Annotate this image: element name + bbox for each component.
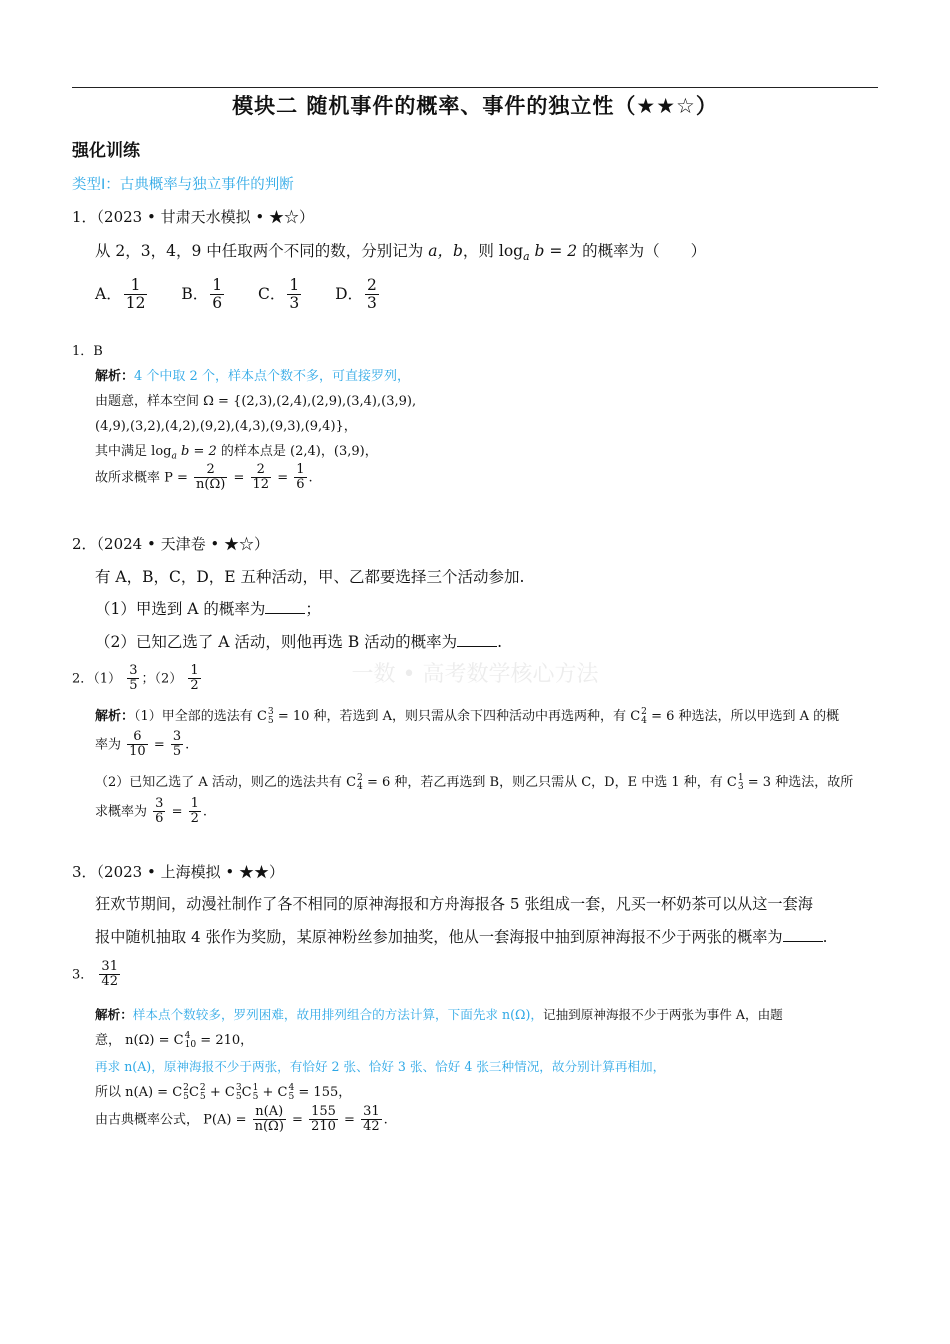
- q3-f2-den: 210: [311, 1119, 336, 1135]
- q3-sol-line5: 由古典概率公式， P(A) = $\frac{n(A)}{n(\Omega)}$ = $\frac{155}{210}$ = $\frac{31}{42}$ .: [95, 1104, 388, 1135]
- q1-line4-expr: b = 2: [181, 444, 217, 459]
- q2-l2-f2-den: 5: [172, 744, 182, 760]
- q2-sol-line4: 求概率为 $\frac{3}{6}$ = $\frac{1}{2}$ .: [95, 796, 208, 827]
- q2-sol-line3: [95, 771, 853, 791]
- option-c-num: 1: [289, 276, 300, 294]
- q1-f3-num: 1: [296, 462, 305, 477]
- q3-stem2: [95, 926, 827, 947]
- q1-line3: (4,9),(3,2),(4,2),(9,2),(4,3),(9,3),(9,4)}，: [95, 419, 357, 434]
- q2-ans-f2-den: 2: [190, 678, 199, 694]
- q1-f3-den: 6: [296, 477, 305, 493]
- option-d-label: D．: [335, 284, 364, 303]
- q3-l1b: 记抽到原神海报不少于两张为事件 A，由题: [542, 1007, 783, 1022]
- q1-stem-c: 的概率为（ ）: [582, 242, 707, 260]
- q1-var-ab: a，b: [428, 242, 463, 260]
- q3-sol-line2: [95, 1029, 253, 1049]
- q2-blank-1[interactable]: [265, 599, 305, 614]
- q3-jiexi: 解析：: [95, 1007, 133, 1022]
- q3-sol-line4: [95, 1081, 351, 1101]
- q2-ans-f1-den: 5: [129, 678, 138, 694]
- q3-l2c: = 210，: [200, 1033, 254, 1048]
- q3-hint1: 样本点个数较多，罗列困难，故用排列组合的方法计算，下面先求 n(Ω)，: [132, 1007, 543, 1022]
- page-title: 模块二 随机事件的概率、事件的独立性（★★☆）: [232, 94, 718, 118]
- q3-l5a: 由古典概率公式，: [95, 1112, 200, 1128]
- q3-l2b: n(Ω) =: [125, 1033, 170, 1048]
- q3-ans-num: 31: [101, 959, 118, 974]
- q3-head: 3．（2023 • 上海模拟 • ★★）: [72, 863, 284, 881]
- q2-l1b: = 10 种，若选到 A，则只需从余下四种活动中再选两种，有: [277, 709, 627, 724]
- q3-l4c: = 155，: [298, 1085, 352, 1100]
- q1-f1-den: n(Ω): [196, 477, 226, 493]
- q2-l2-f1-den: 10: [129, 744, 146, 760]
- q1-log-expr: b = 2: [534, 242, 578, 260]
- q2-l2-f1-num: 6: [127, 730, 148, 745]
- option-a-label: A．: [95, 284, 122, 303]
- q2-l1a: （1）甲全部的选法有: [134, 709, 253, 724]
- q3-f1-num: n(A): [253, 1105, 286, 1120]
- q3-blank[interactable]: [783, 927, 823, 942]
- q2-sub2-end: .: [497, 633, 503, 651]
- q2-comb-c31: C 1 3: [726, 773, 744, 792]
- option-a-den: 12: [125, 294, 146, 313]
- q2-l4-f1-den: 6: [155, 811, 164, 827]
- q2-l2-f2-num: 3: [172, 729, 182, 744]
- q2-head: 2．（2024 • 天津卷 • ★☆）: [72, 535, 269, 553]
- q3-stem1: 狂欢节期间，动漫社制作了各不相同的原神海报和方舟海报各 5 张组成一套，凡买一杯奶茶可以从这一套海: [95, 895, 813, 913]
- q3-f3-num: 31: [363, 1104, 380, 1119]
- q1-line4: [95, 440, 378, 462]
- q2-sol-line2: 率为 $\frac{6}{10}$ = $\frac{3}{5}$ .: [95, 729, 190, 760]
- option-d-num: 2: [367, 276, 377, 294]
- option-c[interactable]: [257, 276, 303, 313]
- option-b-den: 6: [212, 294, 223, 313]
- q2-answer-b: ；（2）: [141, 671, 183, 687]
- q3-answer: [72, 960, 122, 990]
- section-heading: 强化训练: [72, 141, 140, 161]
- q2-comb-c42: C 2 4: [630, 707, 647, 726]
- q2-l3c: = 3 种选法，故所: [747, 775, 854, 790]
- q2-l3b: = 6 种，若乙再选到 B，则乙只需从 C，D，E 中选 1 种，有: [366, 775, 723, 790]
- q2-answer-a: 2．（1）: [72, 671, 122, 687]
- q1-line5: 故所求概率 P = $\frac{2}{n(\Omega)}$ = $\frac{2}{12}$ = $\frac{1}{6}$ .: [95, 462, 313, 493]
- q2-l2a: 率为: [95, 737, 122, 753]
- q3-hint2: 再求 n(A)，原神海报不少于两张，有恰好 2 张、恰好 3 张、恰好 4 张三种情况，故分别计算再相加，: [95, 1059, 666, 1074]
- q2-sol-line1: [95, 705, 839, 725]
- q2-ans-f2-num: 1: [190, 663, 199, 678]
- q3-comb-c104: C 4 10: [173, 1031, 197, 1050]
- option-d-den: 3: [367, 294, 377, 313]
- q2-l3a: （2）已知乙选了 A 活动，则乙的选法共有: [95, 775, 342, 790]
- type-heading: 类型Ⅰ：古典概率与独立事件的判断: [72, 177, 294, 193]
- q2-l4-f2-num: 1: [190, 796, 199, 811]
- q2-ans-f1-num: 3: [129, 663, 138, 678]
- q2-l4-f2-den: 2: [190, 811, 199, 827]
- q1-head: 1．（2023 • 甘肃天水模拟 • ★☆）: [72, 208, 314, 226]
- q3-sol-line1: [95, 1004, 783, 1023]
- q2-stem: 有 A，B，C，D，E 五种活动，甲、乙都要选择三个活动参加.: [95, 568, 525, 586]
- q1-line4b: 的样本点是 (2,4)，(3,9)，: [220, 444, 378, 459]
- q3-ans-den: 42: [101, 974, 118, 990]
- option-d[interactable]: [335, 276, 381, 313]
- q3-f2-num: 155: [311, 1104, 336, 1119]
- option-c-den: 3: [289, 294, 300, 313]
- q3-f1-den: n(Ω): [254, 1119, 284, 1135]
- q2-comb-c53: C 3 5: [256, 707, 274, 726]
- q1-f2-den: 12: [252, 477, 270, 493]
- q1-f2-num: 2: [251, 463, 272, 478]
- q3-stem2-text: 报中随机抽取 4 张作为奖励，某原神粉丝参加抽奖，他从一套海报中抽到原神海报不少于两张的概率为: [95, 928, 783, 946]
- q3-answer-a: 3．: [72, 967, 94, 983]
- q1-line4a: 其中满足: [95, 444, 148, 459]
- q1-hint-line: [95, 365, 410, 384]
- q2-sub1-text: （1）甲选到 A 的概率为: [95, 600, 266, 618]
- q1-line5a: 故所求概率 P =: [95, 470, 188, 486]
- q3-comb-sum: C 2 5 C 2 5 + C 3 5 C 1 5 + C 4 5: [172, 1083, 295, 1102]
- q2-blank-2[interactable]: [457, 632, 497, 647]
- q1-hint: 4 个中取 2 个，样本点个数不多，可直接罗列，: [134, 369, 410, 384]
- q3-f3-den: 42: [363, 1119, 380, 1135]
- q1-stem-b: ，则: [462, 242, 494, 260]
- q2-sub2-text: （2）已知乙选了 A 活动，则他再选 B 活动的概率为: [95, 633, 458, 651]
- q3-l4a: 所以 n(A) =: [95, 1085, 169, 1100]
- q1-answer: 1．B: [72, 344, 103, 359]
- q2-l1c: = 6 种选法，所以甲选到 A 的概: [651, 709, 840, 724]
- q2-sub1: [95, 597, 321, 619]
- q1-stem: [95, 239, 706, 263]
- q1-line4-log: $\log_a$: [151, 444, 177, 462]
- q1-f1-num: 2: [194, 463, 227, 478]
- q2-l4a: 求概率为: [95, 804, 148, 820]
- q2-sub1-end: ；: [305, 600, 321, 618]
- option-b-label: B．: [181, 284, 209, 303]
- q1-log: $\log_a$: [498, 242, 530, 264]
- option-a-num: 1: [124, 277, 148, 295]
- top-rule: [72, 87, 878, 88]
- option-b[interactable]: [181, 276, 226, 313]
- q3-l5b: P(A) =: [203, 1112, 247, 1128]
- option-c-label: C．: [257, 284, 286, 303]
- q3-stem2-end: .: [822, 928, 828, 946]
- q2-sub2: [95, 630, 502, 652]
- q3-l2a: 意，: [95, 1033, 122, 1048]
- option-b-num: 1: [212, 276, 223, 294]
- option-a[interactable]: [95, 276, 149, 313]
- q2-comb-c42b: C 2 4: [346, 773, 363, 792]
- q2-answer: [72, 664, 203, 694]
- q1-stem-a: 从 2，3，4，9 中任取两个不同的数，分别记为: [95, 242, 424, 260]
- q1-line2: 由题意，样本空间 Ω = {(2,3),(2,4),(2,9),(3,4),(3,9),: [95, 394, 417, 409]
- q2-l4-f1-num: 3: [155, 796, 164, 811]
- q1-jiexi: 解析：: [95, 369, 135, 384]
- q2-jiexi: 解析：: [95, 709, 135, 724]
- q1-options: [95, 277, 381, 312]
- watermark: 一数 • 高考数学核心方法: [351, 662, 599, 687]
